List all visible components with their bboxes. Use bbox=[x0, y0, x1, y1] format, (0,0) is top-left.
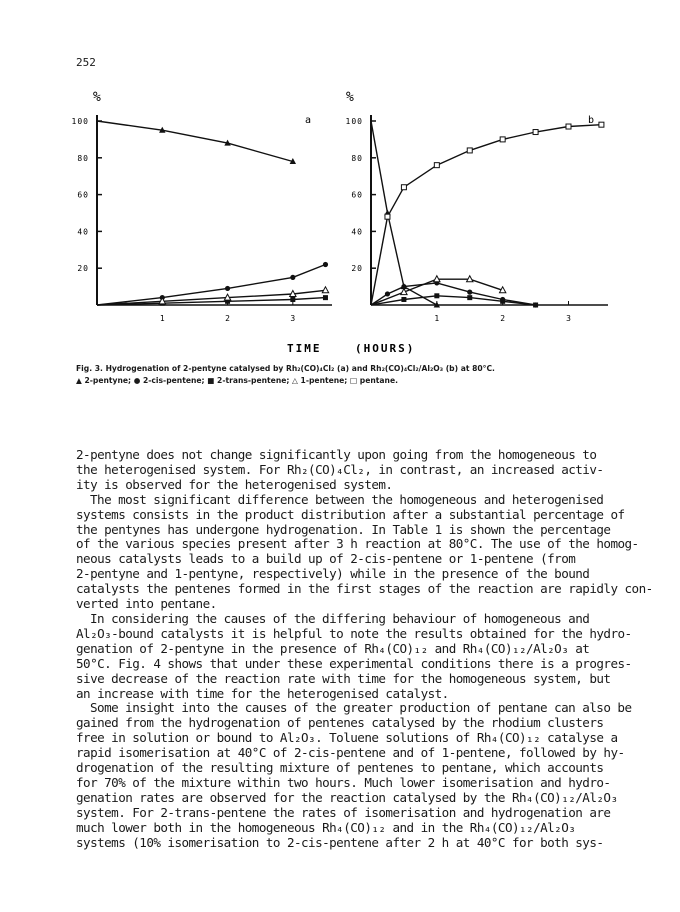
text-line: In considering the causes of the differing behaviour of homogeneous and bbox=[90, 610, 590, 626]
text-line: for 70% of the mixture within two hours. Much lower isomerisation and hydro- bbox=[76, 774, 611, 790]
paragraph bbox=[76, 448, 631, 493]
text-line: 2-pentyne and 1-pentyne, respectively) while in the presence of the bound bbox=[76, 566, 590, 582]
series-line-2-pentyne bbox=[97, 121, 293, 162]
data-point-pentane bbox=[467, 148, 472, 153]
x-tick-label: 2 bbox=[225, 314, 230, 323]
data-point-2-trans-pentene bbox=[500, 299, 505, 304]
text-line: ity is observed for the heterogenised system. bbox=[76, 476, 393, 492]
text-line: rapid isomerisation at 40°C of 2-cis-pentene and of 1-pentene, followed by hy- bbox=[76, 745, 625, 761]
y-unit-label: % bbox=[93, 90, 101, 105]
text-line: of the various species present after 3 h reaction at 80°C. The use of the homog- bbox=[76, 536, 639, 552]
text-line: systems consists in the product distribution after a substantial percentage of bbox=[76, 506, 625, 522]
caption-line-2: ▲ 2-pentyne; ● 2-cis-pentene; ■ 2-trans-pentene; △ 1-pentene; □ pentane. bbox=[76, 376, 398, 385]
text-line: Al₂O₃-bound catalysts it is helpful to note the results obtained for the hydro- bbox=[76, 625, 632, 641]
data-point-2-cis-pentene bbox=[323, 262, 328, 267]
data-point-pentane bbox=[434, 163, 439, 168]
text-line: 2-pentyne does not change significantly upon going from the homogeneous to bbox=[76, 447, 597, 462]
data-point-pentane bbox=[599, 122, 604, 127]
x-axis-title-hours: (HOURS) bbox=[355, 342, 416, 355]
figure-caption bbox=[76, 363, 646, 387]
y-tick-label: 100 bbox=[345, 117, 363, 126]
y-tick-label: 80 bbox=[351, 153, 363, 163]
text-line: free in solution or bound to Al₂O₃. Toluene solutions of Rh₄(CO)₁₂ catalyse a bbox=[76, 730, 618, 746]
text-line: an increase with time for the heterogenised catalyst. bbox=[76, 685, 449, 701]
y-tick-label: 60 bbox=[351, 190, 363, 200]
data-point-2-cis-pentene bbox=[467, 290, 472, 295]
data-point-pentane bbox=[533, 130, 538, 135]
data-point-1-pentene bbox=[322, 287, 328, 293]
data-point-2-cis-pentene bbox=[290, 275, 295, 280]
text-line: genation of 2-pentyne in the presence of Rh₄(CO)₁₂ and Rh₄(CO)₁₂/Al₂O₃ at bbox=[76, 640, 590, 656]
data-point-2-trans-pentene bbox=[533, 303, 538, 308]
chart-panel-b bbox=[346, 90, 608, 323]
x-tick-label: 3 bbox=[566, 314, 571, 323]
data-point-2-trans-pentene bbox=[401, 297, 406, 302]
x-tick-label: 2 bbox=[500, 314, 506, 323]
data-point-2-cis-pentene bbox=[385, 291, 390, 296]
data-point-2-trans-pentene bbox=[290, 297, 295, 302]
text-line: genation rates are observed for the reaction catalysed by the Rh₄(CO)₁₂/Al₂O₃ bbox=[76, 789, 618, 805]
text-line: Some insight into the causes of the greater production of pentane can also be bbox=[90, 700, 632, 716]
data-point-pentane bbox=[401, 185, 406, 190]
text-line: sive decrease of the reaction rate with time for the homogeneous system, but bbox=[76, 670, 611, 686]
data-point-2-trans-pentene bbox=[467, 295, 472, 300]
panel-tag: b bbox=[588, 115, 595, 126]
text-line: gained from the hydrogenation of pentenes catalysed by the rhodium clusters bbox=[76, 715, 604, 731]
y-tick-label: 20 bbox=[351, 264, 363, 274]
x-axis-title-time: TIME bbox=[287, 342, 322, 355]
text-line: the pentynes has undergone hydrogenation. In Table 1 is shown the percentage bbox=[76, 521, 611, 537]
x-tick-label: 1 bbox=[434, 314, 440, 323]
y-tick-label: 80 bbox=[77, 153, 89, 163]
paragraph bbox=[76, 491, 653, 612]
data-point-2-cis-pentene bbox=[225, 286, 230, 291]
data-point-pentane bbox=[566, 124, 571, 129]
data-point-2-trans-pentene bbox=[323, 295, 328, 300]
panel-tag: a bbox=[305, 115, 312, 126]
x-tick-label: 3 bbox=[290, 314, 296, 323]
series-line-pentane bbox=[371, 125, 601, 305]
text-line: system. For 2-trans-pentene the rates of isomerisation and hydrogenation are bbox=[76, 804, 611, 820]
y-tick-label: 60 bbox=[77, 190, 89, 200]
text-line: verted into pentane. bbox=[76, 596, 217, 612]
text-line: systems (10% isomerisation to 2-cis-pentene after 2 h at 40°C for both sys- bbox=[76, 834, 604, 850]
data-point-2-trans-pentene bbox=[434, 293, 439, 298]
data-point-pentane bbox=[385, 214, 390, 219]
body-text bbox=[76, 447, 653, 850]
y-tick-label: 20 bbox=[77, 264, 89, 274]
paragraph bbox=[76, 612, 631, 701]
y-unit-label: % bbox=[346, 90, 354, 105]
paragraph bbox=[76, 701, 631, 850]
series-line-2-pentyne bbox=[371, 121, 437, 305]
text-line: neous catalysts leads to a build up of 2-cis-pentene or 1-pentene (from bbox=[76, 551, 576, 567]
x-tick-label: 1 bbox=[159, 314, 165, 323]
text-line: the heterogenised system. For Rh₂(CO)₄Cl₂, in contrast, an increased activ- bbox=[76, 461, 604, 477]
chart-panel-a bbox=[72, 90, 332, 323]
data-point-pentane bbox=[500, 137, 505, 142]
text-line: drogenation of the resulting mixture of pentenes to pentane, which accounts bbox=[76, 760, 604, 776]
text-line: The most significant difference between the homogeneous and heterogenised bbox=[90, 491, 604, 507]
page-number: 252 bbox=[76, 56, 96, 69]
y-tick-label: 40 bbox=[351, 227, 363, 237]
text-line: catalysts the pentenes formed in the first stages of the reaction are rapidly con- bbox=[76, 581, 653, 597]
figure-3 bbox=[0, 0, 680, 360]
caption-line-1: Fig. 3. Hydrogenation of 2-pentyne catalysed by Rh₂(CO)₄Cl₂ (a) and Rh₂(CO)₄Cl₂/Al₂O₃ (b) at 80°C. bbox=[76, 364, 495, 373]
y-tick-label: 100 bbox=[71, 117, 89, 126]
text-line: much lower both in the homogeneous Rh₄(CO)₁₂ and in the Rh₄(CO)₁₂/Al₂O₃ bbox=[76, 819, 576, 835]
text-line: 50°C. Fig. 4 shows that under these experimental conditions there is a progres- bbox=[76, 655, 632, 671]
y-tick-label: 40 bbox=[77, 227, 89, 237]
